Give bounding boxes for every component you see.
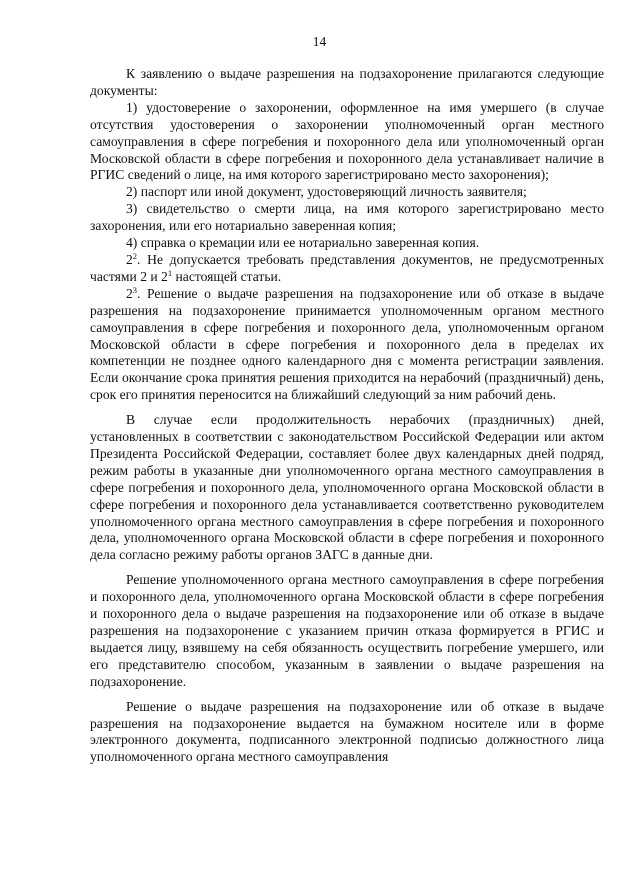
part-number: 2 [126,285,133,301]
document-body [90,66,604,766]
paragraph-part-2-2 [90,252,604,286]
paragraph-decision-format: Решение о выдаче разрешения на подзахоронение или об отказе в выдаче разрешения на подзахоронение выдается на бумажном носителе или в форме электронного документа, подписанного электронной подписью должностного лица уполномоченного органа местного самоуправления [90,698,604,765]
part-number: 2 [126,251,133,267]
page-number: 14 [312,34,327,49]
paragraph-part-2-3 [90,286,604,404]
paragraph-intro: К заявлению о выдаче разрешения на подзахоронение прилагаются следующие документы: [90,66,604,98]
part-reference-superscript: 1 [167,267,173,278]
part-text-end: настоящей статьи. [172,268,282,284]
paragraph-item-3: 3) свидетельство о смерти лица, на имя которого зарегистрировано место захоронения, или его нотариально заверенная копия; [90,201,604,234]
paragraph-item-2: 2) паспорт или иной документ, удостоверяющий личность заявителя; [126,184,527,200]
paragraph-decision: Решение уполномоченного органа местного самоуправления в сфере погребения и похоронного дела, уполномоченного органа Московской области в сфере погребения и похоронного дела о выдаче разрешения на подзахоронение или об отказе в выдаче разрешения на подзахоронение с указанием причин отказа формируется в РГИС и выдается лицу, взявшему на себя обязанность осуществить погребение умершего, или его представителю способом, указанным в заявлении о выдаче разрешения на подзахоронение. [90,572,604,689]
part-superscript: 2 [132,250,138,261]
part-text: . Решение о выдаче разрешения на подзахоронение или об отказе в выдаче разрешения на подзахоронение принимается уполномоченным органом местного самоуправления в сфере погребения и похоронного дела, уполномоченным органом Московской области в сфере погребения и похоронного дела в пределах их компетенции не позднее одного календарного дня с момента регистрации заявления. Если окончание срока принятия решения приходится на нерабочий (праздничный) день, срок его принятия переносится на ближайший следующий за ним рабочий день. [90,285,604,403]
paragraph-item-1: 1) удостоверение о захоронении, оформленное на имя умершего (в случае отсутствия удостоверения о захоронении уполномоченный орган местного самоуправления в сфере погребения и похоронного дела или уполномоченный орган Московской области в сфере погребения и похоронного дела устанавливает наличие в РГИС сведений о лице, на имя которого зарегистрировано место захоронения); [90,99,604,183]
part-text: . Не допускается требовать представления документов, не предусмотренных частями 2 и 2 [90,251,604,284]
paragraph-item-4: 4) справка о кремации или ее нотариально заверенная копия. [126,235,480,251]
part-superscript: 3 [132,284,138,295]
paragraph-holidays: В случае если продолжительность нерабочих (праздничных) дней, установленных в соответствии с законодательством Российской Федерации или актом Президента Российской Федерации, составляет более двух календарных дней подряд, режим работы в указанные дни уполномоченного органа местного самоуправления в сфере погребения и похоронного дела, уполномоченного органа Московской области в сфере погребения и похоронного дела устанавливается соответственно руководителем уполномоченного органа местного самоуправления в сфере погребения и похоронного дела, уполномоченного органа Московской области в сфере погребения и похоронного дела согласно режиму работы органов ЗАГС в данные дни. [90,412,604,563]
